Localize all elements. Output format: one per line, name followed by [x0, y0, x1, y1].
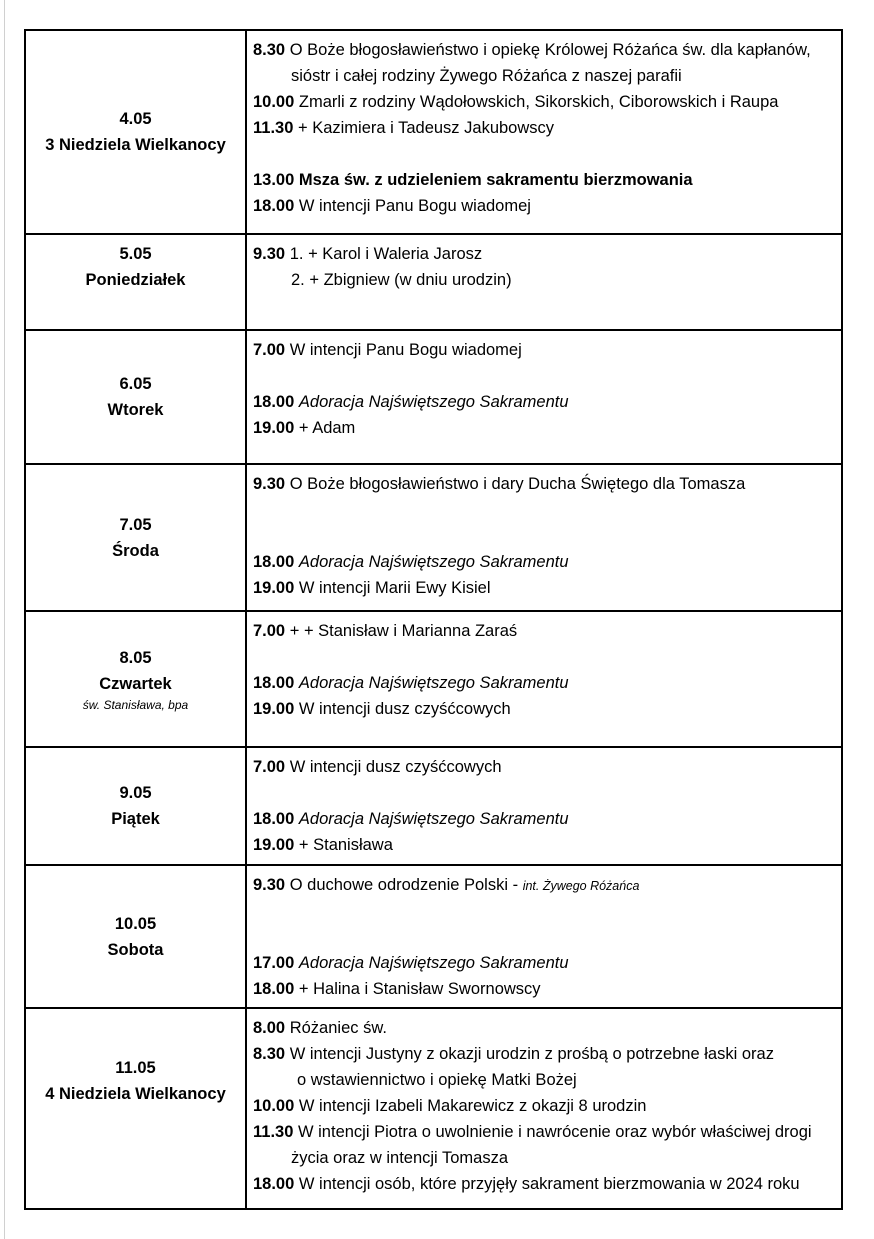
day-cell [25, 865, 246, 1008]
day-row [25, 747, 842, 865]
mass-intention-continued: o wstawiennictwo i opiekę Matki Bożej [297, 1071, 577, 1089]
mass-entry [253, 241, 841, 267]
mass-time: 18.00 [253, 674, 295, 692]
day-date: 10.05 [114, 914, 157, 933]
mass-intention: W intencji dusz czyśćcowych [289, 758, 502, 776]
mass-time: 18.00 [253, 980, 295, 998]
mass-time: 9.30 [253, 876, 286, 894]
mass-entry [253, 618, 841, 644]
day-row [25, 234, 842, 330]
mass-time: 11.30 [253, 1123, 294, 1141]
day-cell [25, 30, 246, 234]
mass-entry [253, 471, 841, 497]
mass-intention: O duchowe odrodzenie Polski - [289, 876, 519, 894]
day-cell [25, 1008, 246, 1209]
mass-time: 7.00 [253, 758, 286, 776]
spacer [253, 141, 841, 167]
spacer [253, 363, 841, 389]
day-date: 7.05 [119, 515, 152, 534]
mass-entry [253, 1041, 841, 1067]
mass-intention: Adoracja Najświętszego Sakramentu [298, 393, 569, 411]
day-date: 5.05 [119, 245, 152, 263]
mass-intention: W intencji Justyny z okazji urodzin z prośbą o potrzebne łaski oraz [289, 1045, 774, 1063]
masses-cell [246, 747, 842, 865]
mass-intention: W intencji osób, które przyjęły sakrament bierzmowania w 2024 roku [298, 1175, 800, 1193]
mass-entry [253, 115, 841, 141]
spacer [253, 497, 841, 523]
mass-time: 7.00 [253, 341, 286, 359]
mass-intention-continued: sióstr i całej rodziny Żywego Różańca z naszej parafii [291, 67, 682, 85]
mass-time: 10.00 [253, 1097, 295, 1115]
day-row [25, 330, 842, 464]
day-date: 8.05 [119, 649, 152, 667]
day-date: 11.05 [115, 1059, 156, 1077]
masses-cell [246, 464, 842, 611]
mass-intention: Adoracja Najświętszego Sakramentu [298, 553, 569, 571]
mass-intention: Msza św. z udzieleniem sakramentu bierzmowania [298, 171, 693, 189]
mass-note: int. Żywego Różańca [522, 879, 640, 893]
mass-time: 18.00 [253, 810, 295, 828]
day-cell [25, 611, 246, 747]
masses-cell [246, 30, 842, 234]
mass-intention: O Boże błogosławieństwo i dary Ducha Świętego dla Tomasza [289, 475, 746, 493]
spacer [253, 644, 841, 670]
day-name: Sobota [107, 940, 164, 959]
mass-time: 19.00 [253, 700, 295, 718]
day-row [25, 1008, 842, 1209]
mass-entry [253, 337, 841, 363]
masses-cell [246, 330, 842, 464]
mass-entry [253, 389, 841, 415]
mass-entry [253, 696, 841, 722]
mass-time: 11.30 [253, 119, 294, 137]
mass-intention-continued: życia oraz w intencji Tomasza [291, 1149, 509, 1167]
mass-intention: W intencji Panu Bogu wiadomej [289, 341, 522, 359]
mass-intention: Adoracja Najświętszego Sakramentu [298, 954, 569, 972]
mass-intention-continued: 2. + Zbigniew (w dniu urodzin) [291, 271, 512, 289]
mass-time: 13.00 [253, 171, 295, 189]
day-name: Piątek [111, 810, 160, 828]
mass-entry [253, 549, 841, 575]
mass-intention: W intencji Izabeli Makarewicz z okazji 8 urodzin [298, 1097, 647, 1115]
masses-cell [246, 234, 842, 330]
mass-intention: Zmarli z rodziny Wądołowskich, Sikorskich, Ciborowskich i Raupa [298, 93, 779, 111]
mass-entry [253, 1015, 841, 1041]
day-row [25, 30, 842, 234]
mass-entry [253, 575, 841, 601]
mass-intention: 1. + Karol i Waleria Jarosz [289, 245, 483, 263]
page-left-edge [4, 0, 5, 1239]
spacer [253, 523, 841, 549]
mass-entry [253, 1171, 841, 1197]
day-name: Środa [112, 541, 159, 560]
mass-time: 17.00 [253, 954, 295, 972]
day-name: 4 Niedziela Wielkanocy [45, 1085, 226, 1103]
mass-time: 8.30 [253, 1045, 286, 1063]
mass-entry [253, 1119, 841, 1145]
mass-intention: W intencji Marii Ewy Kisiel [298, 579, 491, 597]
mass-time: 18.00 [253, 197, 295, 215]
masses-cell [246, 865, 842, 1008]
feast-name: św. Stanisława, bpa [82, 698, 189, 712]
day-row [25, 865, 842, 1008]
day-cell [25, 747, 246, 865]
mass-time: 19.00 [253, 836, 295, 854]
day-cell [25, 234, 246, 330]
mass-intention: W intencji dusz czyśćcowych [298, 700, 511, 718]
day-date: 9.05 [119, 784, 152, 802]
mass-intention: + + Stanisław i Marianna Zaraś [289, 622, 518, 640]
mass-entry [253, 754, 841, 780]
mass-time: 19.00 [253, 579, 295, 597]
masses-cell [246, 1008, 842, 1209]
mass-intention: O Boże błogosławieństwo i opiekę Królowej Różańca św. dla kapłanów, [289, 41, 811, 59]
spacer [253, 898, 841, 924]
mass-entry [253, 1093, 841, 1119]
mass-intention: + Adam [298, 419, 356, 437]
day-name: 3 Niedziela Wielkanocy [45, 136, 226, 154]
mass-intention: W intencji Panu Bogu wiadomej [298, 197, 531, 215]
mass-intention: + Kazimiera i Tadeusz Jakubowscy [297, 119, 555, 137]
masses-cell [246, 611, 842, 747]
mass-intention: W intencji Piotra o uwolnienie i nawrócenie oraz wybór właściwej drogi [297, 1123, 812, 1141]
spacer [253, 924, 841, 950]
mass-time: 18.00 [253, 1175, 295, 1193]
mass-time: 19.00 [253, 419, 295, 437]
mass-entry [253, 872, 841, 898]
mass-entry [253, 976, 841, 1002]
mass-time: 10.00 [253, 93, 295, 111]
day-name: Poniedziałek [85, 271, 186, 289]
mass-intention: + Stanisława [298, 836, 393, 854]
mass-time: 8.00 [253, 1019, 286, 1037]
mass-time: 7.00 [253, 622, 286, 640]
mass-entry [253, 167, 841, 193]
mass-entry [253, 193, 841, 219]
mass-time: 8.30 [253, 41, 286, 59]
mass-schedule-table [24, 29, 843, 1210]
mass-entry [253, 806, 841, 832]
day-date: 4.05 [119, 110, 152, 128]
mass-entry [253, 89, 841, 115]
mass-entry [253, 670, 841, 696]
day-row [25, 611, 842, 747]
mass-intention: + Halina i Stanisław Swornowscy [298, 980, 541, 998]
mass-time: 18.00 [253, 553, 295, 571]
day-name: Wtorek [107, 401, 164, 419]
mass-time: 9.30 [253, 245, 286, 263]
day-name: Czwartek [99, 675, 172, 693]
mass-entry [253, 950, 841, 976]
day-row [25, 464, 842, 611]
mass-time: 18.00 [253, 393, 295, 411]
day-cell [25, 464, 246, 611]
day-date: 6.05 [119, 375, 152, 393]
mass-intention: Adoracja Najświętszego Sakramentu [298, 810, 569, 828]
day-cell [25, 330, 246, 464]
mass-entry [253, 832, 841, 858]
spacer [253, 780, 841, 806]
mass-intention: Adoracja Najświętszego Sakramentu [298, 674, 569, 692]
mass-entry [253, 415, 841, 441]
mass-time: 9.30 [253, 475, 286, 493]
mass-entry [253, 37, 841, 63]
mass-intention: Różaniec św. [289, 1019, 387, 1037]
